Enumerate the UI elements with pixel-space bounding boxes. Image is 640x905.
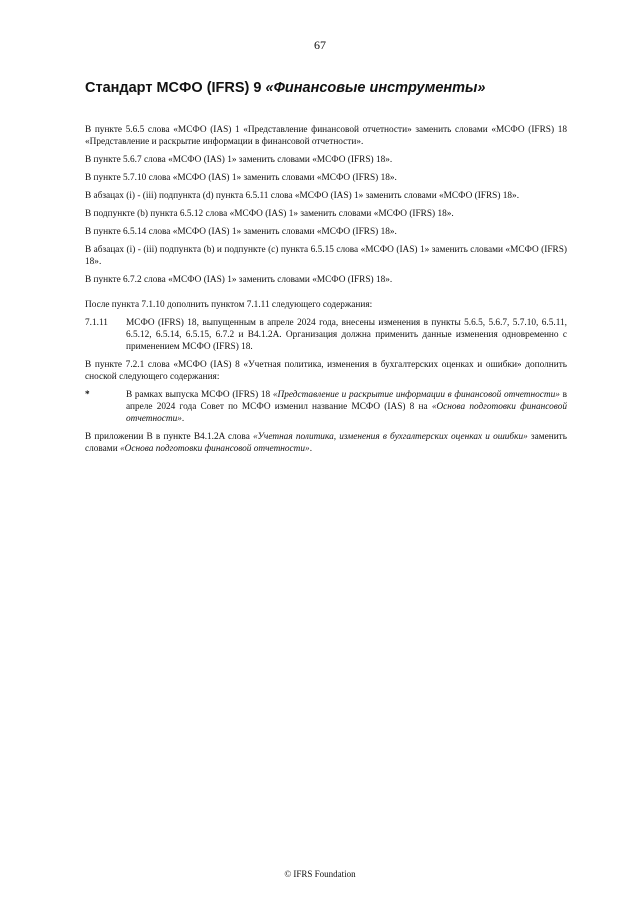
paragraph-6-5-12: В подпункте (b) пункта 6.5.12 слова «МСФО (IAS) 1» заменить словами «МСФО (IFRS) 18».	[85, 209, 454, 219]
copyright-footer: © IFRS Foundation	[284, 869, 356, 879]
paragraph-5-6-5: В пункте 5.6.5 слова «МСФО (IAS) 1 «Представление финансовой отчетности» заменить словами «МСФО (IFRS) 18 «Представление и раскрытие информации в финансовой отчетности».	[85, 125, 567, 147]
footnote-part3: .	[181, 414, 185, 424]
paragraph-6-5-15: В абзацах (i) - (iii) подпункта (b) и подпункте (c) пункта 6.5.15 слова «МСФО (IAS) 1» заменить словами «МСФО (IFRS) 18».	[85, 245, 567, 267]
addition-intro: После пункта 7.1.10 дополнить пунктом 7.1.11 следующего содержания:	[85, 300, 373, 310]
paragraph-6-7-2: В пункте 6.7.2 слова «МСФО (IAS) 1» заменить словами «МСФО (IFRS) 18».	[85, 275, 393, 285]
new-paragraph-text: МСФО (IFRS) 18, выпущенным в апреле 2024 года, внесены изменения в пункты 5.6.5, 5.6.7, 5.7.10, 6.5.11, 6.5.12, 6.5.14, 6.5.15, 6.7.2 и B4.1.2A. Организация должна применить данные изменения одновременно с применением МСФО (IFRS) 18.	[126, 318, 567, 352]
paragraph-6-5-11: В абзацах (i) - (iii) подпункта (d) пункта 6.5.11 слова «МСФО (IAS) 1» заменить словами «МСФО (IFRS) 18».	[85, 191, 520, 201]
paragraph-5-7-10: В пункте 5.7.10 слова «МСФО (IAS) 1» заменить словами «МСФО (IFRS) 18».	[85, 173, 397, 183]
footnote-italic1: «Представление и раскрытие информации в финансовой отчетности»	[272, 390, 560, 400]
document-title	[85, 80, 585, 96]
paragraph-6-5-14: В пункте 6.5.14 слова «МСФО (IAS) 1» заменить словами «МСФО (IFRS) 18».	[85, 227, 397, 237]
title-prefix: Стандарт МСФО (IFRS) 9	[85, 80, 266, 96]
appendix-part3: .	[309, 444, 313, 454]
footnote-mark: *	[85, 390, 90, 400]
appendix-italic1: «Учетная политика, изменения в бухгалтерских оценках и ошибки»	[253, 432, 528, 442]
footnote-part2: в апреле 2024 года Совет по МСФО изменил название МСФО (IAS) 8 на	[126, 390, 567, 412]
footnote-italic2: «Основа подготовки финансовой отчетности»	[126, 402, 567, 424]
footnote-text	[126, 389, 567, 425]
document-body	[85, 124, 567, 461]
paragraph-7-2-1: В пункте 7.2.1 слова «МСФО (IAS) 8 «Учетная политика, изменения в бухгалтерских оценках и ошибки» дополнить сноской следующего содержания:	[85, 360, 567, 382]
appendix-paragraph	[85, 431, 567, 455]
appendix-italic2: «Основа подготовки финансовой отчетности»	[120, 444, 310, 454]
appendix-part1: В приложении B в пункте B4.1.2A слова	[85, 432, 254, 442]
page-number: 67	[314, 38, 326, 52]
new-paragraph-7-1-11	[85, 317, 567, 353]
footnote	[85, 389, 567, 425]
footnote-part1: В рамках выпуска МСФО (IFRS) 18	[126, 390, 273, 400]
paragraph-5-6-7: В пункте 5.6.7 слова «МСФО (IAS) 1» заменить словами «МСФО (IFRS) 18».	[85, 155, 393, 165]
new-paragraph-number: 7.1.11	[85, 318, 108, 328]
title-italic: «Финансовые инструменты»	[265, 80, 486, 96]
appendix-part2: заменить словами	[85, 432, 567, 454]
